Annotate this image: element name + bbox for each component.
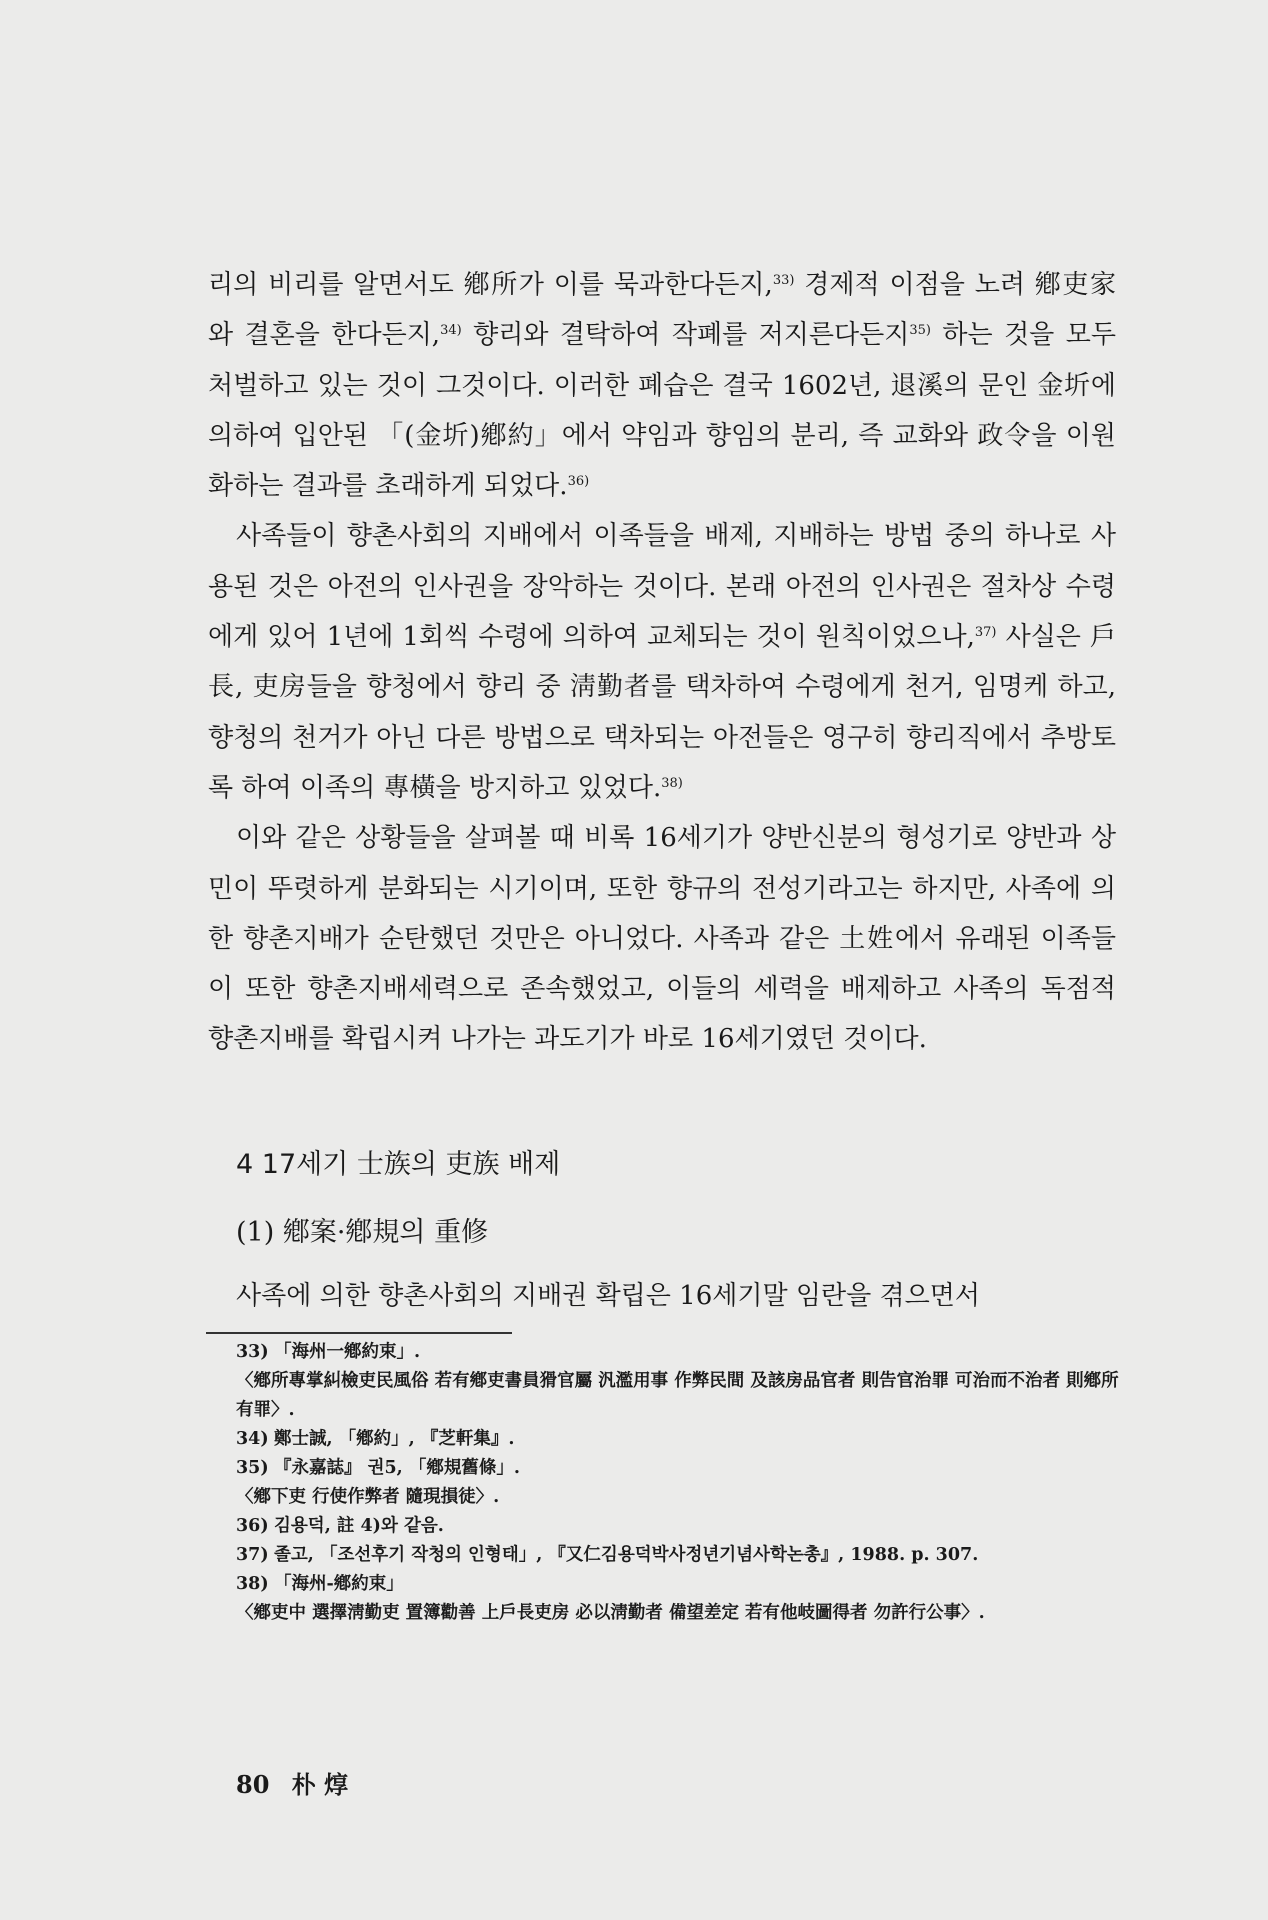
footnote-ref: 36) bbox=[567, 474, 590, 490]
footnote-quote: 〈鄕吏中 選擇淸勤吏 置簿勸善 上戶長吏房 必以淸勤者 備望差定 若有他岐圖得者 勿許行公事〉. bbox=[236, 1603, 985, 1623]
footnote-number: 37) bbox=[236, 1545, 269, 1565]
footnote bbox=[236, 1541, 1126, 1570]
body-last-line: 사족에 의한 향촌사회의 지배권 확립은 16세기말 임란을 겪으면서 bbox=[236, 1281, 980, 1311]
author-name: 朴 焞 bbox=[291, 1770, 349, 1799]
footnote-quote: 〈鄕下吏 行使作弊者 隨現損徒〉. bbox=[236, 1487, 500, 1507]
page-footer bbox=[236, 1765, 362, 1800]
footnote bbox=[236, 1454, 1126, 1512]
footnote-text: 『永嘉誌』 권5, 「鄕規舊條」. bbox=[274, 1458, 520, 1478]
paragraph-text: 사족들이 향촌사회의 지배에서 이족들을 배제, 지배하는 방법 중의 하나로 사용된 것은 아전의 인사권을 장악하는 것이다. 본래 아전의 인사권은 절차상 수령에게 있어 1년에 1회씩 수령에 의하여 교체되는 것이 원칙이었으나, bbox=[208, 521, 1116, 653]
footnote-number: 35) bbox=[236, 1458, 269, 1478]
footnote-text: 「海州一鄕約束」. bbox=[274, 1342, 421, 1362]
paragraph-text: 경제적 이점을 노려 鄕吏家와 결혼을 한다든지, bbox=[208, 270, 1116, 351]
footnote-ref: 34) bbox=[440, 323, 462, 339]
footnote-line bbox=[236, 1541, 1126, 1570]
paragraph-text: 사실은 戶長, 吏房들을 향청에서 향리 중 淸勤者를 택차하여 수령에게 천거, 임명케 하고, 향청의 천거가 아닌 다른 방법으로 택차되는 아전들은 영구히 향리직에서 추방토록 하여 이족의 專橫을 방지하고 있었다. bbox=[208, 622, 1116, 803]
section-heading: 4 17세기 士族의 吏族 배제 bbox=[236, 1149, 561, 1180]
footnote bbox=[236, 1338, 1126, 1425]
footnote-line bbox=[236, 1338, 1126, 1367]
footnote-ref: 33) bbox=[772, 273, 795, 288]
footnote bbox=[236, 1512, 1126, 1541]
page-number: 80 bbox=[236, 1770, 270, 1799]
footnote-number: 36) bbox=[236, 1516, 269, 1536]
footnote-text: 鄭士誠, 「鄕約」, 『芝軒集』. bbox=[274, 1429, 515, 1449]
paragraph-text: 향리와 결탁하여 작폐를 저지른다든지 bbox=[461, 320, 910, 351]
footnote-ref: 38) bbox=[661, 775, 683, 791]
footnote-number: 38) bbox=[236, 1574, 269, 1594]
body-paragraph bbox=[208, 260, 1116, 511]
footnotes bbox=[236, 1338, 1126, 1628]
footnote-quote: 〈鄕所專掌糾檢吏民風俗 若有鄕吏書員猾官屬 汎濫用事 作弊民間 及該房品官者 則告官治罪 可治而不治者 則鄕所有罪〉. bbox=[236, 1371, 1119, 1420]
paragraph-text: 리의 비리를 알면서도 鄕所가 이를 묵과한다든지, bbox=[208, 270, 773, 300]
footnote-text: 「海州-鄕約束」 bbox=[274, 1574, 404, 1594]
footnote-rule bbox=[206, 1332, 512, 1334]
body-paragraph bbox=[208, 511, 1116, 813]
body-text bbox=[208, 260, 1116, 1065]
footnote-text: 김용덕, 註 4)와 같음. bbox=[274, 1516, 444, 1536]
footnote-text: 졸고, 「조선후기 작청의 인형태」, 『又仁김용덕박사정년기념사학논총』, 1988. p. 307. bbox=[274, 1545, 979, 1565]
paragraph-text: 이와 같은 상황들을 살펴볼 때 비록 16세기가 양반신분의 형성기로 양반과 상민이 뚜렷하게 분화되는 시기이며, 또한 향규의 전성기라고는 하지만, 사족에 의한 향촌지배가 순탄했던 것만은 아니었다. 사족과 같은 土姓에서 유래된 이족들이 또한 향촌지배세력으로 존속했었고, 이들의 세력을 배제하고 사족의 독점적 향촌지배를 확립시켜 나가는 과도기가 바로 16세기였던 것이다. bbox=[208, 823, 1116, 1055]
footnote-line bbox=[236, 1512, 1126, 1541]
footnote-line bbox=[236, 1454, 1126, 1483]
footnote-line bbox=[236, 1425, 1126, 1454]
footnote bbox=[236, 1570, 1126, 1628]
footnote-number: 33) bbox=[236, 1342, 269, 1362]
paragraph-text: 하는 것을 모두 처벌하고 있는 것이 그것이다. 이러한 폐습은 결국 1602년, 退溪의 문인 金圻에 의하여 입안된 「(金圻)鄕約」에서 약임과 향임의 분리, 즉 교화와 政令을 이원화하는 결과를 초래하게 되었다. bbox=[208, 320, 1116, 502]
body-paragraph bbox=[208, 813, 1116, 1064]
footnote-number: 34) bbox=[236, 1429, 269, 1449]
footnote bbox=[236, 1425, 1126, 1454]
footnote-ref: 35) bbox=[909, 323, 931, 339]
footnote-ref: 37) bbox=[974, 625, 997, 641]
footnote-line bbox=[236, 1570, 1126, 1599]
subsection-heading: (1) 鄕案·鄕規의 重修 bbox=[236, 1217, 489, 1248]
